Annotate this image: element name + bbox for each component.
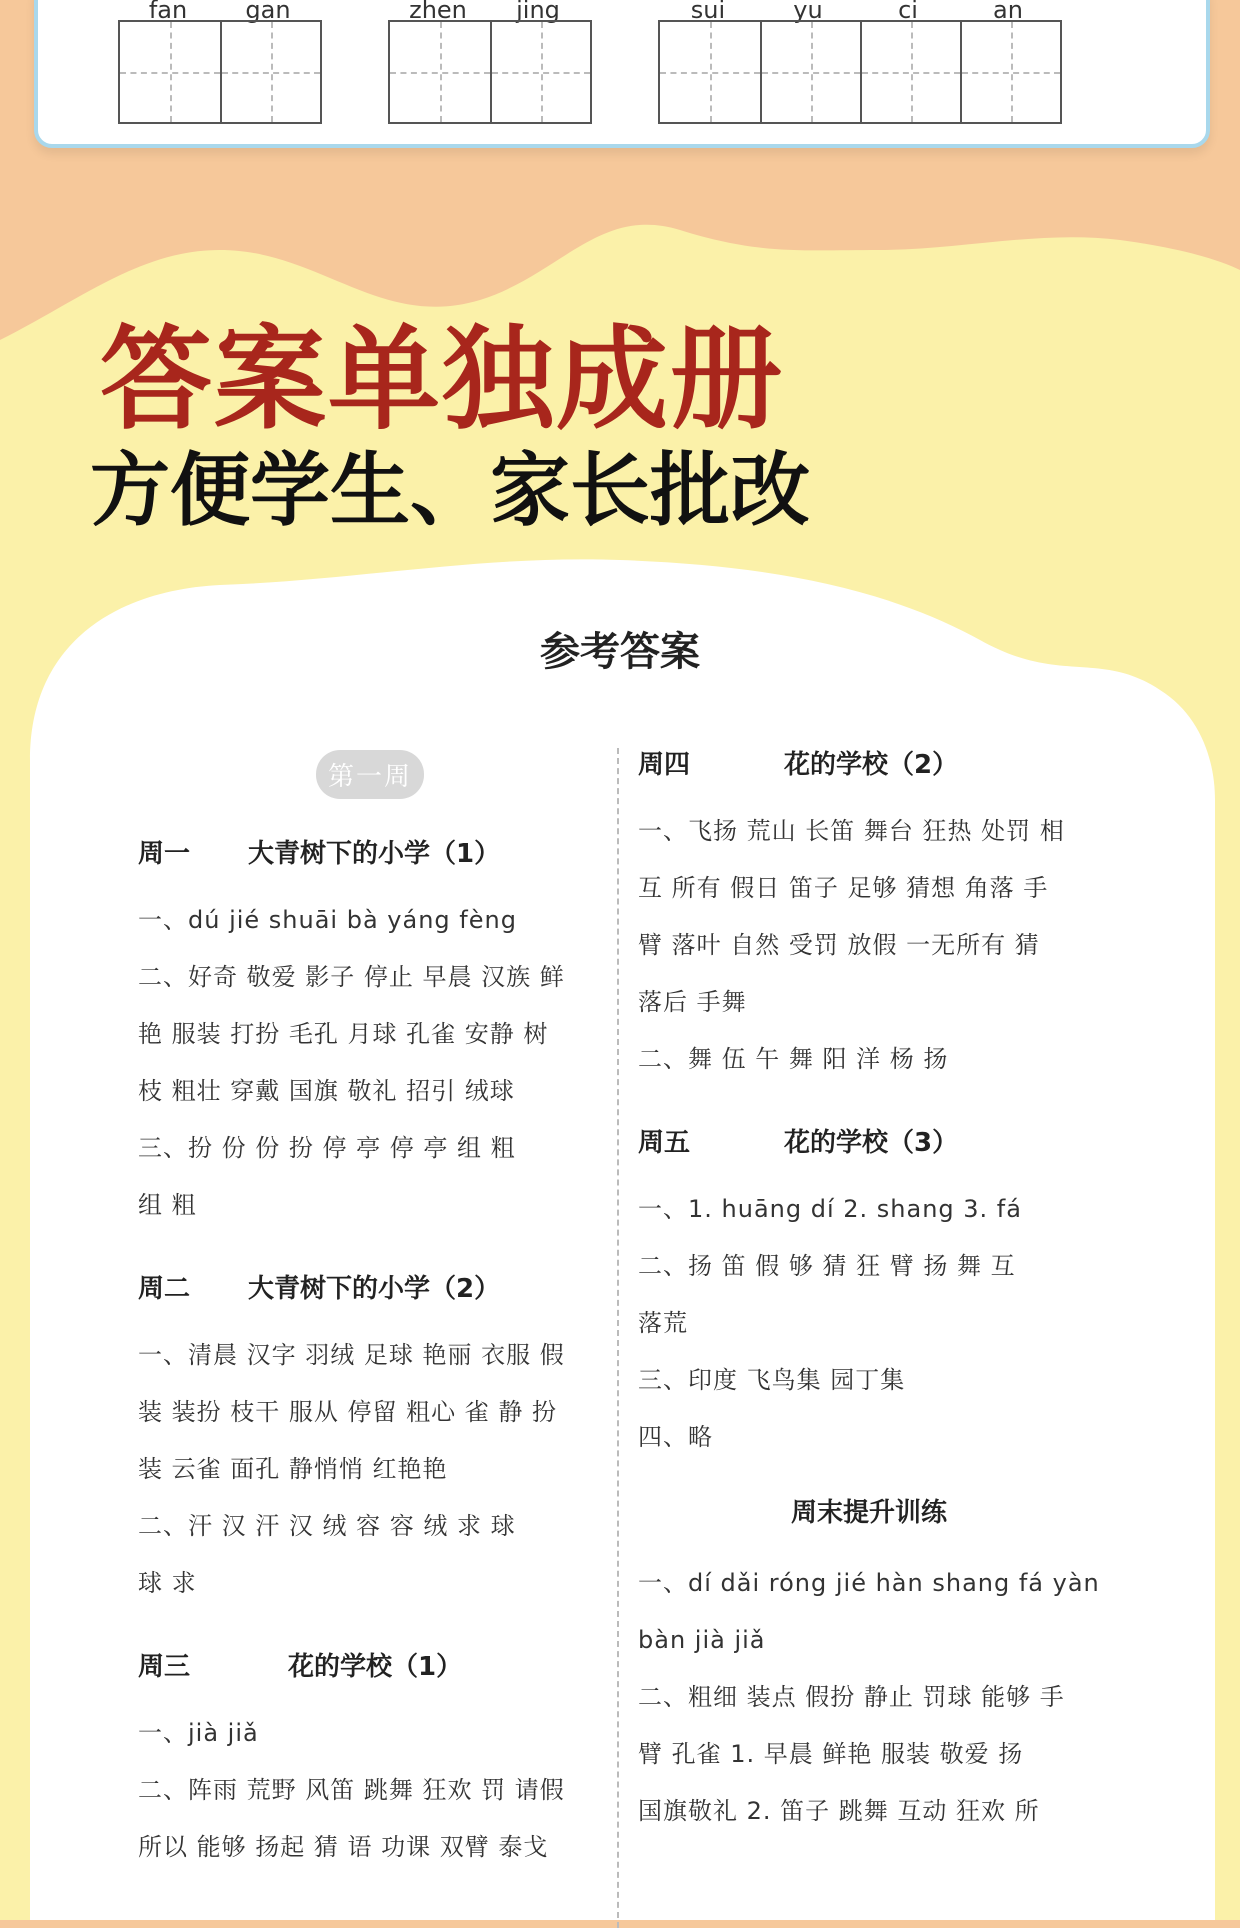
pinyin-label: zhen xyxy=(409,0,467,24)
section-day: 周三 xyxy=(138,1652,191,1682)
answer-line: 一、jià jiǎ xyxy=(138,1719,259,1747)
answer-line: 一、飞扬 荒山 长笛 舞台 狂热 处罚 相 xyxy=(638,817,1065,845)
answer-line: 一、清晨 汉字 羽绒 足球 艳丽 衣服 假 xyxy=(138,1341,565,1369)
promo-subline: 方便学生、家长批改 xyxy=(90,444,810,537)
answer-line: 落荒 xyxy=(638,1309,688,1337)
answers-title: 参考答案 xyxy=(540,629,700,675)
answer-line: 二、舞 伍 午 舞 阳 洋 杨 扬 xyxy=(638,1045,949,1073)
answer-line: 组 粗 xyxy=(138,1191,197,1219)
answers-right-column xyxy=(638,740,1100,1840)
section-header xyxy=(638,744,1100,781)
promo-headline: 答案单独成册 xyxy=(100,315,784,445)
section-header xyxy=(138,1268,598,1305)
answer-line: 艳 服装 打扮 毛孔 月球 孔雀 安静 树 xyxy=(138,1020,549,1048)
section-topic: 大青树下的小学（2） xyxy=(248,1274,501,1304)
grid-cell[interactable] xyxy=(490,22,590,122)
answer-line: 装 云雀 面孔 静悄悄 红艳艳 xyxy=(138,1455,448,1483)
answer-line: 臂 孔雀 1. 早晨 鲜艳 服装 敬爱 扬 xyxy=(638,1740,1024,1768)
answers-left-column xyxy=(138,740,598,1876)
section-topic: 花的学校（1） xyxy=(288,1652,463,1682)
answer-line: 所以 能够 扬起 猜 语 功课 双臂 泰戈 xyxy=(138,1833,549,1861)
answer-line: 互 所有 假日 笛子 足够 猜想 角落 手 xyxy=(638,874,1049,902)
pinyin-label: yu xyxy=(793,0,823,24)
grid-cell[interactable] xyxy=(220,22,320,122)
section-header xyxy=(138,833,598,870)
pinyin-label: fan xyxy=(148,0,188,24)
pinyin-label: sui xyxy=(690,0,726,24)
answer-line: 国旗敬礼 2. 笛子 跳舞 互动 狂欢 所 xyxy=(638,1797,1040,1825)
writing-grid[interactable] xyxy=(388,20,592,124)
answer-line: 二、扬 笛 假 够 猜 狂 臂 扬 舞 互 xyxy=(638,1252,1016,1280)
pinyin-label: ci xyxy=(898,0,918,24)
answer-line: 二、粗细 装点 假扮 静止 罚球 能够 手 xyxy=(638,1683,1065,1711)
week-badge: 第一周 xyxy=(316,750,424,799)
answer-line: 落后 手舞 xyxy=(638,988,747,1016)
answer-line: 一、dú jié shuāi bà yáng fèng xyxy=(138,906,517,934)
answer-line: 三、扮 份 份 扮 停 亭 停 亭 组 粗 xyxy=(138,1134,516,1162)
pinyin-label: gan xyxy=(245,0,291,24)
pinyin-label: jing xyxy=(516,0,560,24)
section-header xyxy=(138,1646,598,1683)
grid-cell[interactable] xyxy=(390,22,490,122)
answer-line: 球 求 xyxy=(138,1569,197,1597)
answer-line: 一、dí dǎi róng jié hàn shang fá yàn xyxy=(638,1569,1100,1597)
section-header xyxy=(638,1122,1100,1159)
column-divider xyxy=(617,748,619,1928)
answer-line: 二、汗 汉 汗 汉 绒 容 容 绒 求 球 xyxy=(138,1512,516,1540)
answer-line: bàn jià jiǎ xyxy=(638,1626,766,1654)
writing-grid[interactable] xyxy=(118,20,322,124)
grid-cell[interactable] xyxy=(960,22,1060,122)
grid-cell[interactable] xyxy=(860,22,960,122)
grid-cell[interactable] xyxy=(660,22,760,122)
answer-line: 二、好奇 敬爱 影子 停止 早晨 汉族 鲜 xyxy=(138,963,565,991)
grid-cell[interactable] xyxy=(760,22,860,122)
answer-line: 三、印度 飞鸟集 园丁集 xyxy=(638,1366,906,1394)
answer-line: 四、略 xyxy=(638,1423,713,1451)
answer-line: 臂 落叶 自然 受罚 放假 一无所有 猜 xyxy=(638,931,1040,959)
section-day: 周四 xyxy=(638,750,691,780)
answer-line: 二、阵雨 荒野 风笛 跳舞 狂欢 罚 请假 xyxy=(138,1776,565,1804)
section-topic: 花的学校（2） xyxy=(784,750,959,780)
section-day: 周五 xyxy=(638,1128,691,1158)
grid-cell[interactable] xyxy=(120,22,220,122)
section-topic: 大青树下的小学（1） xyxy=(248,839,501,869)
writing-grid[interactable] xyxy=(658,20,1062,124)
answer-line: 一、1. huāng dí 2. shang 3. fá xyxy=(638,1195,1022,1223)
answer-line: 装 装扮 枝干 服从 停留 粗心 雀 静 扮 xyxy=(138,1398,558,1426)
answer-line: 枝 粗壮 穿戴 国旗 敬礼 招引 绒球 xyxy=(138,1077,515,1105)
pinyin-label: an xyxy=(993,0,1023,24)
section-day: 周一 xyxy=(138,839,191,869)
practice-card xyxy=(34,0,1210,148)
section-topic: 花的学校（3） xyxy=(784,1128,959,1158)
section-day: 周二 xyxy=(138,1274,191,1304)
weekend-section-title: 周末提升训练 xyxy=(790,1498,947,1528)
